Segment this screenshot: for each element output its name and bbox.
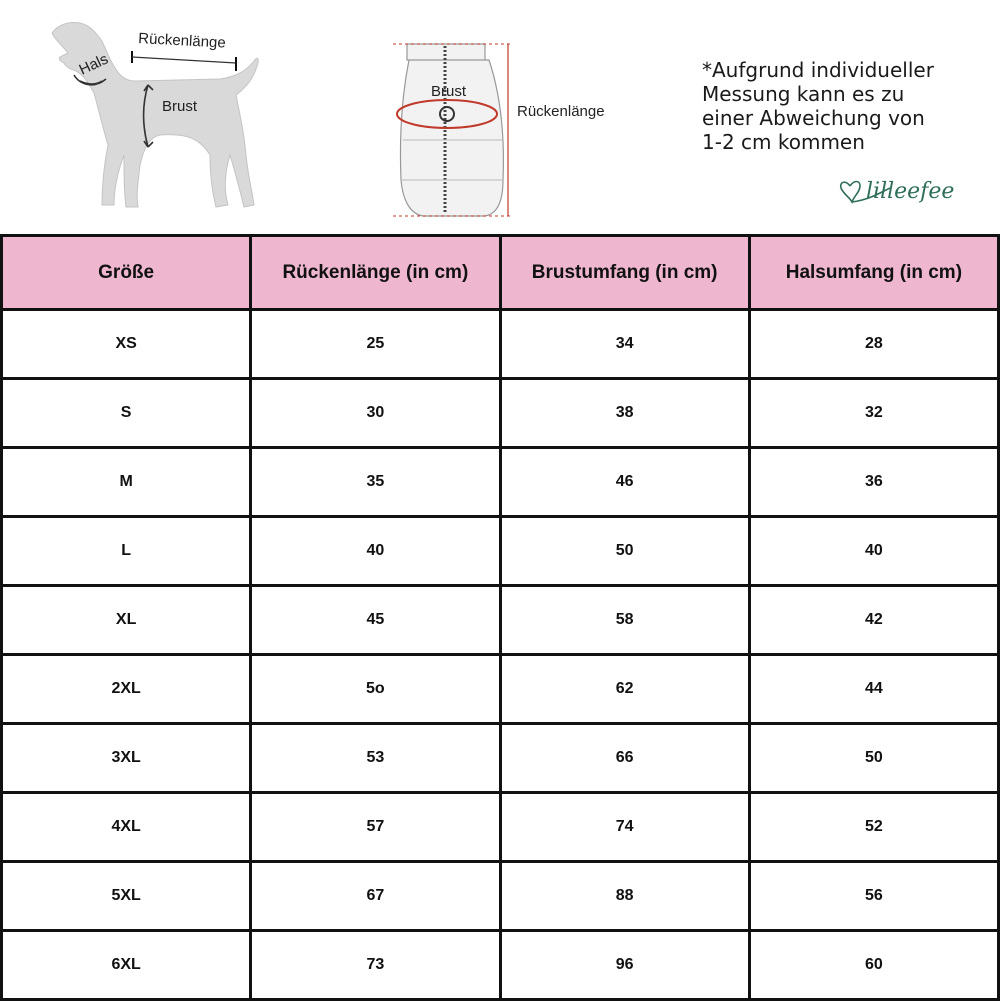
dog-measurement-illustration <box>40 15 280 220</box>
cell-size: XS <box>2 310 251 379</box>
header-neck-girth: Halsumfang (in cm) <box>749 236 998 310</box>
cell-back-length: 73 <box>251 931 500 1000</box>
cell-chest-girth: 58 <box>500 586 749 655</box>
table-row <box>2 586 999 655</box>
table-row <box>2 448 999 517</box>
cell-chest-girth: 66 <box>500 724 749 793</box>
cell-size: XL <box>2 586 251 655</box>
cell-back-length: 53 <box>251 724 500 793</box>
cell-chest-girth: 74 <box>500 793 749 862</box>
cell-back-length: 67 <box>251 862 500 931</box>
cell-size: 6XL <box>2 931 251 1000</box>
cell-chest-girth: 38 <box>500 379 749 448</box>
cell-back-length: 57 <box>251 793 500 862</box>
cell-size: 2XL <box>2 655 251 724</box>
header-chest-girth: Brustumfang (in cm) <box>500 236 749 310</box>
cell-size: 5XL <box>2 862 251 931</box>
cell-back-length: 45 <box>251 586 500 655</box>
cell-neck-girth: 36 <box>749 448 998 517</box>
disclaimer-line: einer Abweichung von <box>702 106 925 130</box>
header-back-length: Rückenlänge (in cm) <box>251 236 500 310</box>
table-row <box>2 724 999 793</box>
cell-back-length: 35 <box>251 448 500 517</box>
cell-back-length: 5o <box>251 655 500 724</box>
measurement-guide <box>0 0 1000 235</box>
cell-neck-girth: 50 <box>749 724 998 793</box>
cell-size: 3XL <box>2 724 251 793</box>
cell-neck-girth: 56 <box>749 862 998 931</box>
cell-chest-girth: 62 <box>500 655 749 724</box>
dog-label-chest: Brust <box>162 98 198 115</box>
cell-size: S <box>2 379 251 448</box>
vest-outline <box>400 44 503 216</box>
vest-measurement-illustration <box>385 30 630 225</box>
cell-neck-girth: 44 <box>749 655 998 724</box>
table-row <box>2 862 999 931</box>
cell-back-length: 40 <box>251 517 500 586</box>
cell-neck-girth: 40 <box>749 517 998 586</box>
table-row <box>2 379 999 448</box>
disclaimer-line: Messung kann es zu <box>702 82 905 106</box>
cell-back-length: 25 <box>251 310 500 379</box>
measurement-disclaimer <box>702 58 992 154</box>
table-row <box>2 793 999 862</box>
disclaimer-line: *Aufgrund individueller <box>702 58 934 82</box>
size-chart-table <box>0 234 1000 1001</box>
cell-chest-girth: 88 <box>500 862 749 931</box>
cell-chest-girth: 46 <box>500 448 749 517</box>
cell-chest-girth: 50 <box>500 517 749 586</box>
cell-neck-girth: 60 <box>749 931 998 1000</box>
cell-size: L <box>2 517 251 586</box>
cell-chest-girth: 34 <box>500 310 749 379</box>
table-row <box>2 655 999 724</box>
table-row <box>2 517 999 586</box>
dog-label-back: Rückenlänge <box>137 30 227 52</box>
cell-neck-girth: 32 <box>749 379 998 448</box>
cell-size: M <box>2 448 251 517</box>
dog-silhouette <box>52 22 258 207</box>
table-row <box>2 931 999 1000</box>
brand-logo-text: lilleefee <box>866 179 955 204</box>
dog-label-neck: Hals <box>76 50 111 79</box>
header-size: Größe <box>2 236 251 310</box>
cell-chest-girth: 96 <box>500 931 749 1000</box>
cell-back-length: 30 <box>251 379 500 448</box>
brand-logo <box>838 168 978 218</box>
table-header-row <box>2 236 999 310</box>
vest-label-back: Rückenlänge <box>517 103 605 120</box>
cell-size: 4XL <box>2 793 251 862</box>
disclaimer-line: 1-2 cm kommen <box>702 130 865 154</box>
cell-neck-girth: 42 <box>749 586 998 655</box>
vest-label-chest: Brust <box>431 83 467 100</box>
cell-neck-girth: 52 <box>749 793 998 862</box>
cell-neck-girth: 28 <box>749 310 998 379</box>
table-row <box>2 310 999 379</box>
